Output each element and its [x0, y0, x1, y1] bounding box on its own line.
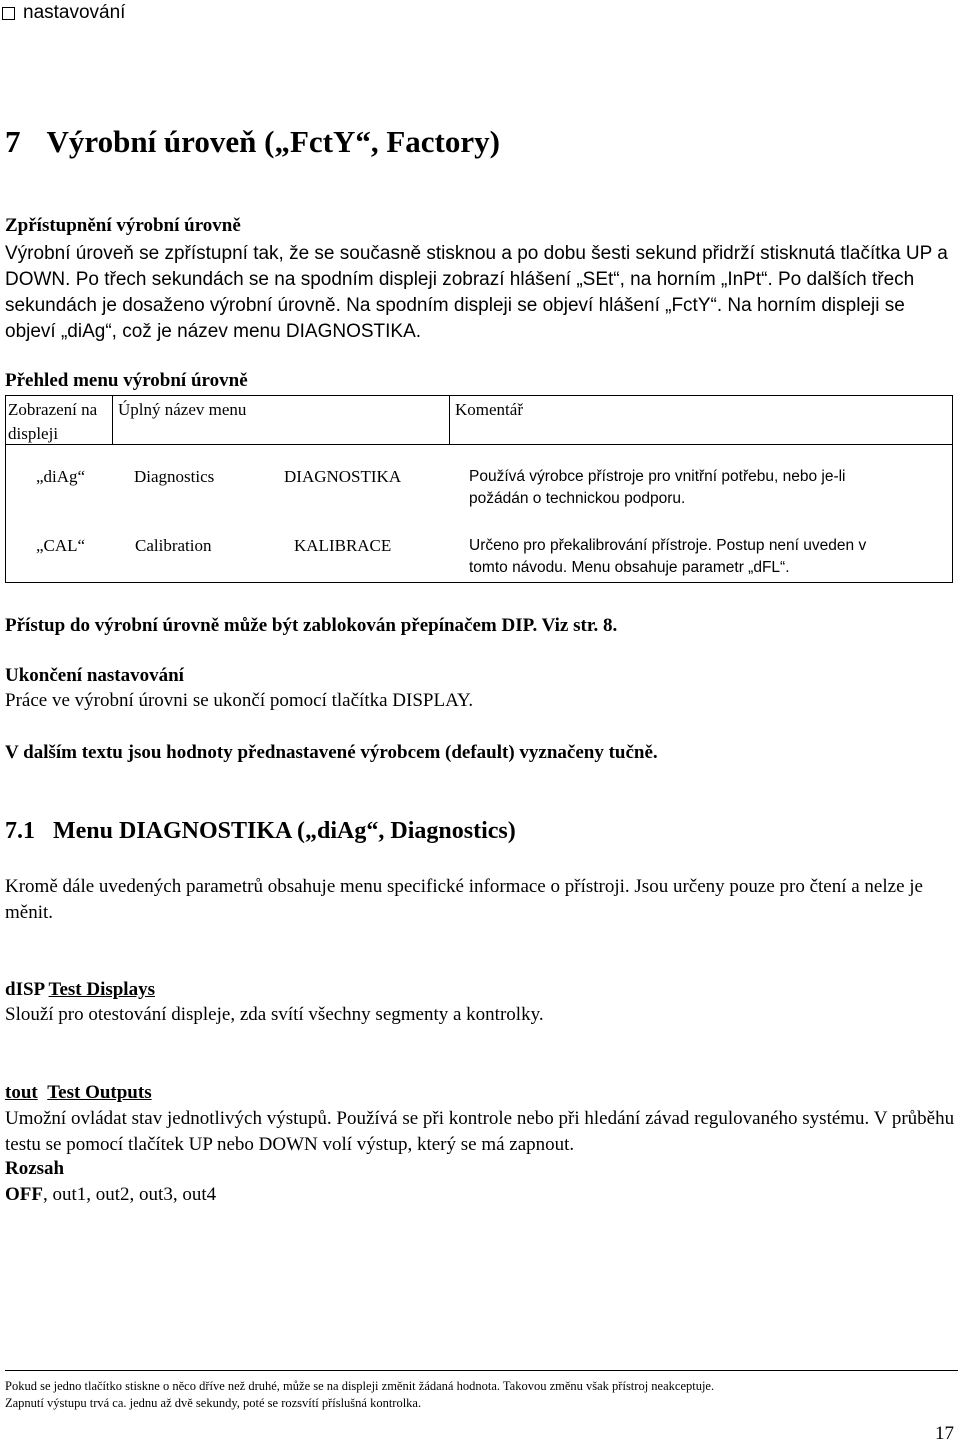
row-diag-english: Diagnostics: [134, 467, 215, 486]
section-7-heading: [5, 124, 500, 160]
header-display: Zobrazení na displeji: [8, 400, 98, 443]
tout-description: Umožní ovládat stav jednotlivých výstupů. Používá se při kontrole nebo při hledání závad regulovaného systému. V průběhu testu se pomocí tlačítek UP nebo DOWN volí výstup, který se má zapnout.: [5, 1108, 955, 1155]
default-note: V dalším textu jsou hodnoty přednastavené výrobcem (default) vyznačeny tučně.: [5, 742, 658, 763]
row-diag-czech: DIAGNOSTIKA: [284, 467, 402, 486]
menu-overview-table: [5, 395, 953, 583]
table-divider: [112, 396, 113, 444]
disp-description: Slouží pro otestování displeje, zda svítí všechny segmenty a kontrolky.: [5, 1004, 544, 1025]
row-diag-comment-line1: Používá výrobce přístroje pro vnitřní potřebu, nebo je-li: [469, 468, 846, 485]
footnote-2: Zapnutí výstupu trvá ca. jednu až dvě sekundy, poté se rozsvítí příslušná kontrolka.: [5, 1396, 422, 1410]
footnote-divider: [5, 1370, 958, 1371]
blocked-note: Přístup do výrobní úrovně může být zablokován přepínačem DIP. Viz str. 8.: [5, 615, 618, 636]
header-checkbox-row: [2, 2, 125, 24]
row-diag-comment-line2: požádán o technickou podporu.: [469, 490, 686, 507]
range-other-values: , out1, out2, out3, out4: [43, 1184, 217, 1205]
row-cal-display: „CAL“: [36, 536, 86, 555]
access-heading: Zpřístupnění výrobní úrovně: [5, 215, 241, 236]
section-7-1-number: 7.1: [5, 818, 35, 844]
page-number: 17: [935, 1423, 954, 1444]
range-label: Rozsah: [5, 1158, 65, 1179]
header-checkbox-label: nastavování: [23, 2, 126, 23]
header-full-name: Úplný název menu: [118, 400, 247, 419]
tout-name: Test Outputs: [47, 1082, 152, 1103]
overview-heading: Přehled menu výrobní úrovně: [5, 370, 248, 391]
end-paragraph: Práce ve výrobní úrovni se ukončí pomocí tlačítka DISPLAY.: [5, 690, 474, 711]
end-heading: Ukončení nastavování: [5, 665, 184, 686]
disp-code: dISP: [5, 979, 45, 1000]
range-default-value: OFF: [5, 1184, 43, 1205]
row-cal-english: Calibration: [135, 536, 212, 555]
table-header-rule: [6, 444, 952, 445]
section-7-1-heading: [5, 818, 516, 845]
row-cal-comment-line1: Určeno pro překalibrování přístroje. Postup není uveden v: [469, 537, 867, 554]
access-paragraph: Výrobní úroveň se zpřístupní tak, že se současně stisknou a po dobu šesti sekund přidrží stisknutá tlačítka UP a DOWN. Po třech sekundách se na spodním displeji zobrazí hlášení „SEt“, na horním „InPt“. Po dalších třech sekundách je dosaženo výrobní úrovně. Na spodním displeji se objeví hlášení „FctY“. Na horním displeji se objeví „diAg“, což je název menu DIAGNOSTIKA.: [5, 243, 948, 342]
table-divider: [449, 396, 450, 444]
tout-code: tout: [5, 1082, 38, 1103]
row-cal-czech: KALIBRACE: [294, 536, 392, 555]
header-comment: Komentář: [455, 400, 523, 419]
tout-parameter-title: [5, 1082, 152, 1104]
range-values: [5, 1184, 216, 1206]
checkbox-icon: [2, 7, 15, 20]
disp-name: Test Displays: [48, 979, 155, 1000]
section-7-1-title: Menu DIAGNOSTIKA („diAg“, Diagnostics): [53, 818, 516, 844]
footnote-1: Pokud se jedno tlačítko stiskne o něco dříve než druhé, může se na displeji změnit žádaná hodnota. Takovou změnu však přístroj neakceptuje.: [5, 1379, 715, 1393]
disp-parameter-title: [5, 979, 155, 1001]
section-7-number: 7: [5, 124, 21, 159]
section-7-title: Výrobní úroveň („FctY“, Factory): [46, 124, 500, 159]
row-diag-display: „diAg“: [36, 467, 86, 486]
row-cal-comment-line2: tomto návodu. Menu obsahuje parametr „dFL“.: [469, 559, 790, 576]
diag-intro-paragraph: Kromě dále uvedených parametrů obsahuje menu specifické informace o přístroji. Jsou určeny pouze pro čtení a nelze je měnit.: [5, 876, 923, 923]
